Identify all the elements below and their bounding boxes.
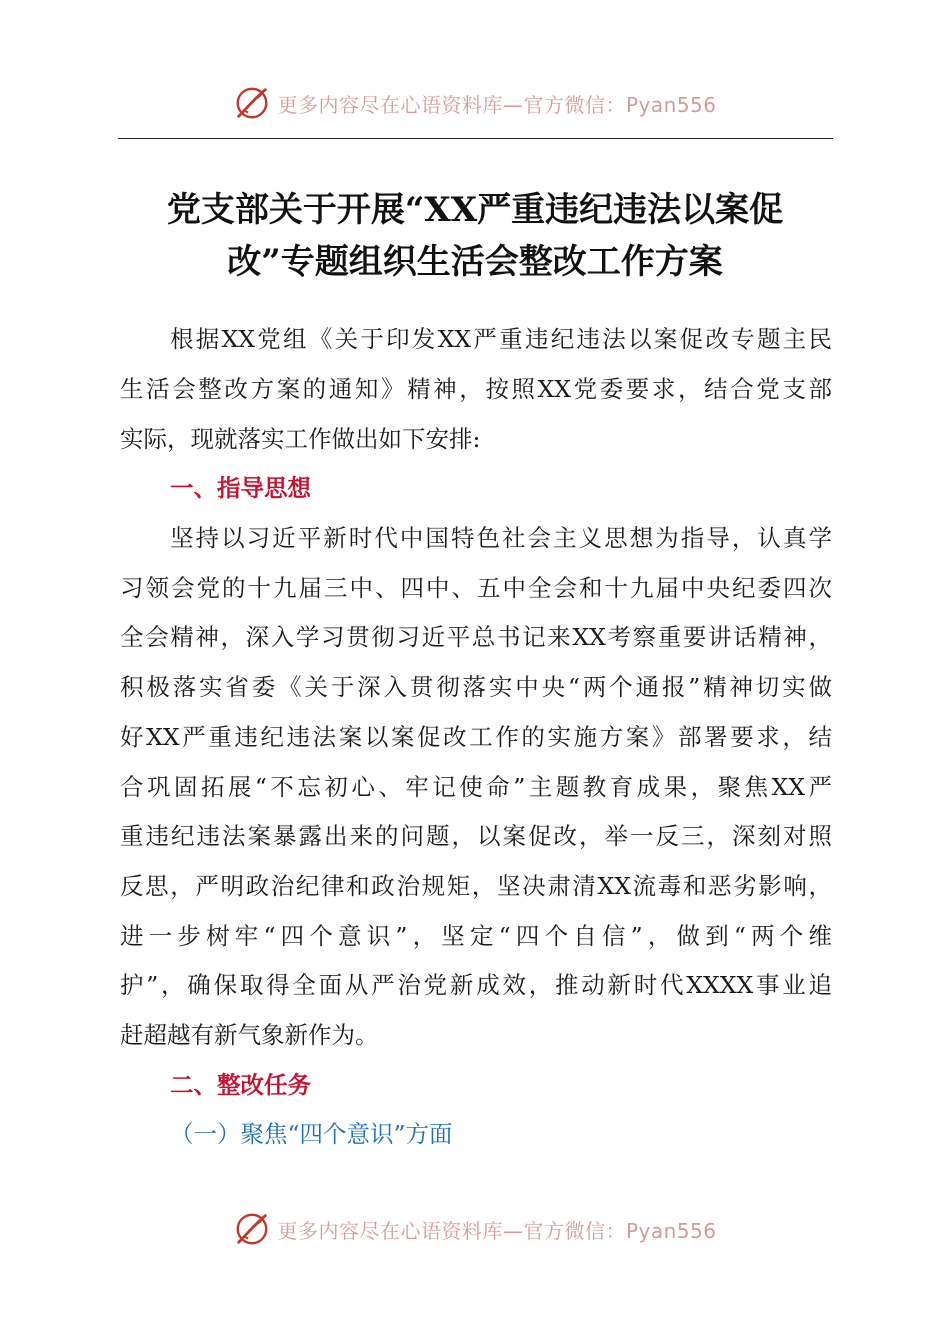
- intro-line: 根据XX党组《关于印发XX严重违纪违法以案促改专题主民: [170, 325, 832, 353]
- paragraph-line: 坚持以习近平新时代中国特色社会主义思想为指导，认真学: [170, 524, 832, 552]
- feather-pen-logo-icon: [233, 1210, 271, 1248]
- paragraph-line: 合巩固拓展“不忘初心、牢记使命”主题教育成果，聚焦XX严: [120, 773, 832, 801]
- paragraph-line: 积极落实省委《关于深入贯彻落实中央“两个通报”精神切实做: [120, 673, 832, 701]
- document-title-line-2: 改”专题组织生活会整改工作方案: [227, 242, 723, 282]
- paragraph-line: 全会精神，深入学习贯彻习近平总书记来XX考察重要讲话精神，: [120, 623, 832, 651]
- footer-banner: [0, 1204, 950, 1254]
- intro-line: 实际，现就落实工作做出如下安排:: [120, 425, 481, 453]
- paragraph-line: 好XX严重违纪违法案以案促改工作的实施方案》部署要求，结: [120, 723, 832, 751]
- wechat-id: Pyan556: [625, 1218, 717, 1243]
- paragraph-line: 重违纪违法案暴露出来的问题，以案促改，举一反三，深刻对照: [120, 822, 832, 850]
- paragraph-line: 反思，严明政治纪律和政治规矩，坚决肃清XX流毒和恶劣影响，: [120, 872, 832, 900]
- subsection-heading-four-consciousness: （一）聚焦“四个意识”方面: [170, 1120, 453, 1148]
- wechat-id: Pyan556: [625, 92, 717, 117]
- feather-pen-logo-icon: [233, 84, 271, 122]
- header-banner: [0, 78, 950, 128]
- header-divider: [118, 138, 833, 139]
- banner-text: 更多内容尽在心语资料库—官方微信：Pyan556: [277, 92, 717, 117]
- document-title-line-1: 党支部关于开展“XX严重违纪违法以案促: [166, 190, 784, 230]
- banner-text: 更多内容尽在心语资料库—官方微信：Pyan556: [277, 1218, 717, 1243]
- section-heading-guiding-ideology: 一、指导思想: [170, 474, 311, 502]
- section-heading-rectification-tasks: 二、整改任务: [170, 1071, 311, 1099]
- paragraph-line: 进一步树牢“四个意识”，坚定“四个自信”，做到“两个维: [120, 922, 832, 950]
- paragraph-line: 护”，确保取得全面从严治党新成效，推动新时代XXXX事业追: [120, 971, 832, 999]
- paragraph-line: 习领会党的十九届三中、四中、五中全会和十九届中央纪委四次: [120, 574, 832, 602]
- paragraph-line: 赶超越有新气象新作为。: [120, 1021, 379, 1049]
- intro-line: 生活会整改方案的通知》精神，按照XX党委要求，结合党支部: [120, 375, 832, 403]
